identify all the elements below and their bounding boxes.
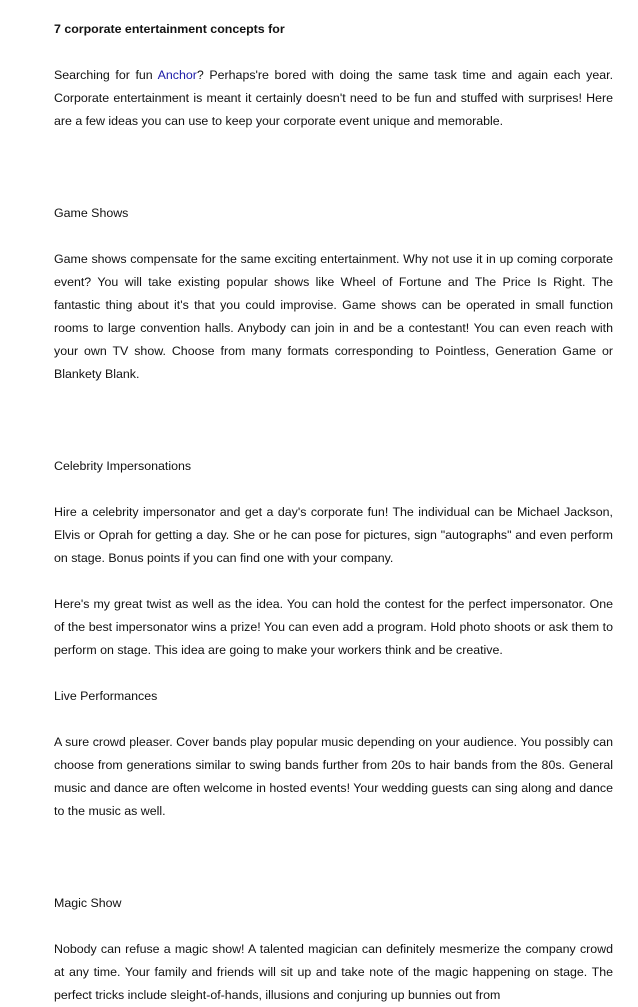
paragraph-live-performances: A sure crowd pleaser. Cover bands play popular music depending on your audience. You possibly can choose from generations similar to swing bands further from 20s to hair bands from the 80s. General music and dance are often welcome in hosted events! Your wedding guests can sing along and dance to the music as well. bbox=[54, 735, 613, 818]
paragraph-game-shows: Game shows compensate for the same exciting entertainment. Why not use it in up coming corporate event? You will take existing popular shows like Wheel of Fortune and The Price Is Right. The fantastic thing about it's that you could improvise. Game shows can be operated in small function rooms to large convention halls. Anybody can join in and be a contestant! You can even reach with your own TV show. Choose from many formats corresponding to Pointless, Generation Game or Blankety Blank. bbox=[54, 252, 613, 381]
heading-magic-show: Magic Show bbox=[54, 896, 122, 910]
intro-text-before-link: Searching for fun bbox=[54, 68, 158, 82]
intro-text-after-link: ? Perhaps're bored with doing the same task time and again each year. Corporate entertainment is meant it certainly doesn't need to be fun and stuffed with surprises! Here are a few ideas you can use to keep your corporate event unique and memorable. bbox=[54, 68, 614, 128]
paragraph-magic-show: Nobody can refuse a magic show! A talented magician can definitely mesmerize the company crowd at any time. Your family and friends will sit up and take note of the magic happening on stage. The perfect tricks include sleight-of-hands, illusions and conjuring up bunnies out from bbox=[54, 942, 613, 1002]
paragraph-celebrity-1: Hire a celebrity impersonator and get a day's corporate fun! The individual can be Michael Jackson, Elvis or Oprah for getting a day. She or he can pose for pictures, sign "autographs" and even perform on stage. Bonus points if you can find one with your company. bbox=[54, 505, 613, 565]
intro-paragraph bbox=[54, 64, 613, 133]
paragraph-celebrity-2: Here's my great twist as well as the idea. You can hold the contest for the perfect impersonator. One of the best impersonator wins a prize! You can even add a program. Hold photo shoots or ask them to perform on stage. This idea are going to make your workers think and be creative. bbox=[54, 597, 613, 657]
heading-celebrity-impersonations: Celebrity Impersonations bbox=[54, 459, 192, 473]
document-page bbox=[54, 18, 613, 1007]
anchor-link[interactable]: Anchor bbox=[157, 68, 197, 82]
heading-live-performances: Live Performances bbox=[54, 689, 158, 703]
heading-game-shows: Game Shows bbox=[54, 206, 129, 220]
document-title: 7 corporate entertainment concepts for bbox=[54, 22, 285, 36]
